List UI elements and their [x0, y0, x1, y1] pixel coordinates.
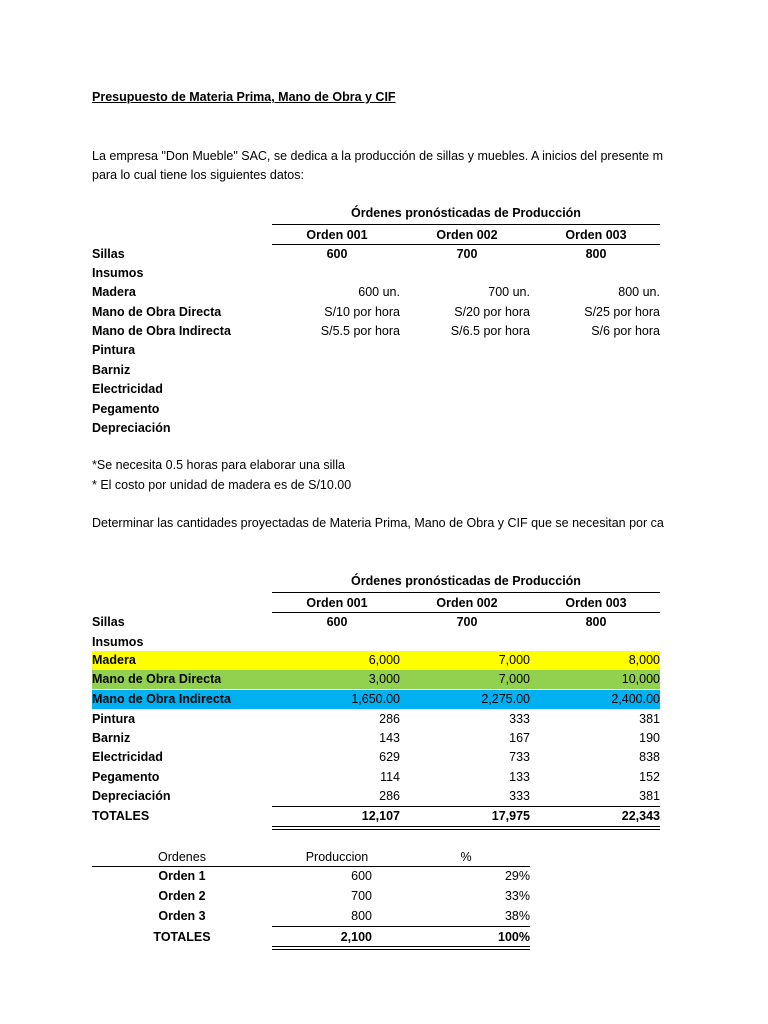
table2-group-header: Órdenes pronósticadas de Producción [351, 574, 581, 588]
cell: 1,650.00 [351, 692, 400, 706]
row-label: Pegamento [92, 402, 160, 416]
cell: 629 [379, 750, 400, 764]
cell: 6,000 [368, 653, 400, 667]
cell: 3,000 [368, 672, 400, 686]
table2-header-rule [272, 592, 660, 593]
row-label: Mano de Obra Directa [92, 305, 222, 319]
table-row [92, 322, 660, 341]
cell: 800 un. [618, 285, 660, 299]
cell: 838 [639, 750, 660, 764]
table1-group-header: Órdenes pronósticadas de Producción [351, 206, 581, 220]
table-row [92, 419, 660, 438]
table3-double-rule-1 [272, 946, 530, 947]
table-row [92, 729, 660, 748]
table-row-madera-highlighted [92, 651, 660, 670]
table-row [92, 886, 530, 906]
cell: S/20 por hora [454, 305, 530, 319]
cell: 600 [326, 247, 348, 261]
cell: 333 [509, 712, 530, 726]
row-label: Sillas [92, 247, 125, 261]
cell: 2,100 [340, 930, 372, 944]
cell: S/6 por hora [591, 324, 660, 338]
row-label: Orden 2 [158, 889, 206, 903]
cell: 10,000 [621, 672, 660, 686]
cell: 333 [509, 789, 530, 803]
table-row [92, 303, 660, 322]
cell: 800 [585, 247, 607, 261]
cell: S/25 por hora [584, 305, 660, 319]
column-header: Orden 001 [306, 596, 368, 610]
table-row [92, 906, 530, 926]
row-label: Barniz [92, 731, 131, 745]
row-label: Mano de Obra Indirecta [92, 692, 231, 706]
cell: 190 [639, 731, 660, 745]
page-title: Presupuesto de Materia Prima, Mano de Obra y CIF [92, 90, 396, 104]
table2-double-rule-2 [272, 829, 660, 830]
row-label: Depreciación [92, 421, 171, 435]
cell: 17,975 [491, 809, 530, 823]
intro-line-1: La empresa "Don Mueble" SAC, se dedica a la producción de sillas y muebles. A inicios del presente m [92, 149, 663, 163]
column-header: % [460, 850, 472, 864]
row-label: Depreciación [92, 789, 171, 803]
row-label: Pintura [92, 712, 136, 726]
cell: 7,000 [498, 653, 530, 667]
row-label: Electricidad [92, 750, 163, 764]
table1-header-rule [272, 224, 660, 225]
cell: 143 [379, 731, 400, 745]
row-label: Madera [92, 653, 136, 667]
cell: 12,107 [361, 809, 400, 823]
row-label: Mano de Obra Indirecta [92, 324, 231, 338]
table-row [92, 748, 660, 767]
column-header: Orden 003 [565, 228, 627, 242]
table1-insumos-label [92, 264, 660, 283]
table-row [92, 866, 530, 886]
cell: 700 [456, 247, 478, 261]
cell: 7,000 [498, 672, 530, 686]
column-header: Orden 002 [436, 228, 498, 242]
section-label: Insumos [92, 635, 144, 649]
cell: 167 [509, 731, 530, 745]
cell: 700 un. [488, 285, 530, 299]
table-row [92, 380, 660, 399]
row-label: TOTALES [153, 930, 211, 944]
cell: 800 [585, 615, 607, 629]
row-label: Mano de Obra Directa [92, 672, 222, 686]
section-label: Insumos [92, 266, 144, 280]
cell: 2,275.00 [481, 692, 530, 706]
cell: 600 [351, 869, 372, 883]
cell: S/10 por hora [324, 305, 400, 319]
table1-sillas-row [92, 245, 660, 264]
cell: 800 [351, 909, 372, 923]
cell: 29% [504, 869, 530, 883]
cell: 600 [326, 615, 348, 629]
cell: 700 [351, 889, 372, 903]
row-label: Orden 3 [158, 909, 206, 923]
cell: 733 [509, 750, 530, 764]
row-label: Sillas [92, 615, 125, 629]
cell: 286 [379, 712, 400, 726]
table-row [92, 768, 660, 787]
cell: 2,400.00 [611, 692, 660, 706]
table-row [92, 361, 660, 380]
note-2: * El costo por unidad de madera es de S/10.00 [92, 478, 352, 492]
cell: 100% [498, 930, 530, 944]
table1-column-headers [92, 226, 660, 245]
row-label: Orden 1 [158, 869, 206, 883]
cell: 700 [456, 615, 478, 629]
table2-sillas-row [92, 613, 660, 632]
table-row [92, 710, 660, 729]
column-header: Orden 003 [565, 596, 627, 610]
table-row [92, 400, 660, 419]
row-label: Electricidad [92, 382, 163, 396]
row-label: TOTALES [92, 809, 150, 823]
row-label: Pintura [92, 343, 136, 357]
cell: 114 [380, 770, 400, 784]
cell: 33% [504, 889, 530, 903]
table-row-moi-highlighted [92, 690, 660, 709]
column-header: Orden 002 [436, 596, 498, 610]
instruction-text: Determinar las cantidades proyectadas de Materia Prima, Mano de Obra y CIF que se necesitan por ca [92, 516, 664, 530]
table-row [92, 283, 660, 302]
table2-totals-row [92, 807, 660, 826]
cell: 152 [639, 770, 660, 784]
column-header: Ordenes [158, 850, 206, 864]
note-1: *Se necesita 0.5 horas para elaborar una silla [92, 458, 345, 472]
intro-line-2: para lo cual tiene los siguientes datos: [92, 168, 304, 182]
cell: S/5.5 por hora [320, 324, 400, 338]
cell: 22,343 [621, 809, 660, 823]
table2-double-rule-1 [272, 826, 660, 827]
cell: 133 [509, 770, 530, 784]
table3-double-rule-2 [272, 949, 530, 950]
cell: S/6.5 por hora [450, 324, 530, 338]
row-label: Barniz [92, 363, 131, 377]
cell: 381 [639, 789, 660, 803]
column-header: Produccion [305, 850, 369, 864]
table2-column-headers [92, 594, 660, 613]
table2-insumos-label [92, 633, 660, 652]
cell: 38% [504, 909, 530, 923]
table-row-mod-highlighted [92, 670, 660, 689]
row-label: Madera [92, 285, 136, 299]
table3-totals-row [92, 927, 530, 947]
cell: 600 un. [358, 285, 400, 299]
column-header: Orden 001 [306, 228, 368, 242]
cell: 8,000 [628, 653, 660, 667]
table3-header-row [92, 847, 530, 867]
table-row [92, 341, 660, 360]
cell: 381 [639, 712, 660, 726]
table-row [92, 787, 660, 806]
row-label: Pegamento [92, 770, 160, 784]
cell: 286 [379, 789, 400, 803]
